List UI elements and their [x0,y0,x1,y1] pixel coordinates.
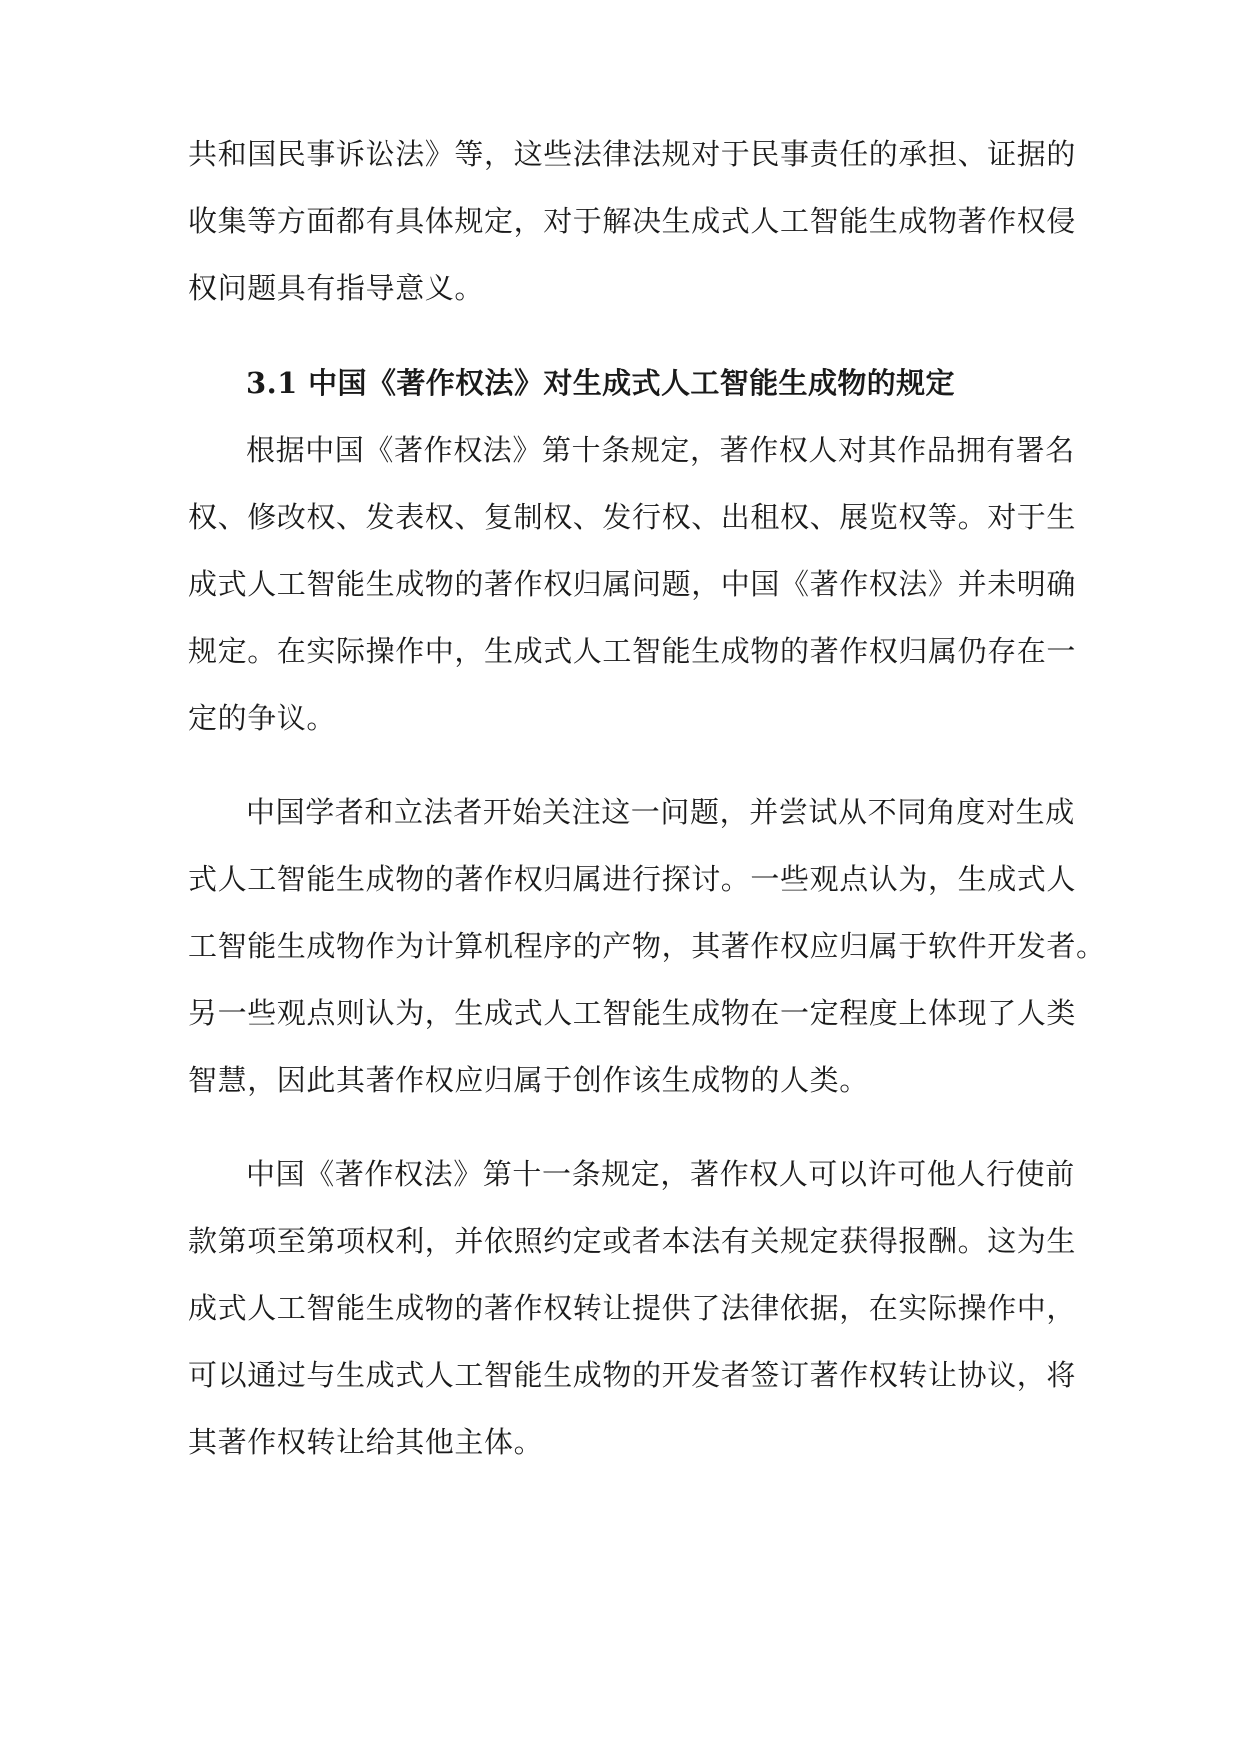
paragraph-4-line-2: 款第项至第项权利，并依照约定或者本法有关规定获得报酬。这为生 [188,1224,1077,1258]
paragraph-4-line-3: 成式人工智能生成物的著作权转让提供了法律依据，在实际操作中， [188,1291,1077,1325]
paragraph-2-line-5: 定的争议。 [188,701,337,735]
paragraph-3-line-4: 另一些观点则认为，生成式人工智能生成物在一定程度上体现了人类 [188,996,1077,1030]
paragraph-1-line-2: 收集等方面都有具体规定，对于解决生成式人工智能生成物著作权侵 [188,204,1077,238]
paragraph-3-line-5: 智慧，因此其著作权应归属于创作该生成物的人类。 [188,1063,869,1097]
paragraph-4-line-1: 中国《著作权法》第十一条规定，著作权人可以许可他人行使前 [246,1157,1075,1191]
paragraph-2-line-4: 规定。在实际操作中，生成式人工智能生成物的著作权归属仍存在一 [188,634,1077,668]
section-heading: 3.1 中国《著作权法》对生成式人工智能生成物的规定 [246,366,955,400]
paragraph-3-line-2: 式人工智能生成物的著作权归属进行探讨。一些观点认为，生成式人 [188,862,1077,896]
paragraph-4-line-5: 其著作权转让给其他主体。 [188,1425,544,1459]
paragraph-4-line-4: 可以通过与生成式人工智能生成物的开发者签订著作权转让协议，将 [188,1358,1077,1392]
paragraph-3-line-1: 中国学者和立法者开始关注这一问题，并尝试从不同角度对生成 [246,795,1075,829]
paragraph-3-line-3: 工智能生成物作为计算机程序的产物，其著作权应归属于软件开发者。 [188,929,1106,963]
paragraph-2-line-2: 权、修改权、发表权、复制权、发行权、出租权、展览权等。对于生 [188,500,1077,534]
paragraph-2-line-1: 根据中国《著作权法》第十条规定，著作权人对其作品拥有署名 [246,433,1075,467]
paragraph-2-line-3: 成式人工智能生成物的著作权归属问题，中国《著作权法》并未明确 [188,567,1077,601]
paragraph-1-line-3: 权问题具有指导意义。 [188,271,485,305]
paragraph-1-line-1: 共和国民事诉讼法》等，这些法律法规对于民事责任的承担、证据的 [188,137,1077,171]
